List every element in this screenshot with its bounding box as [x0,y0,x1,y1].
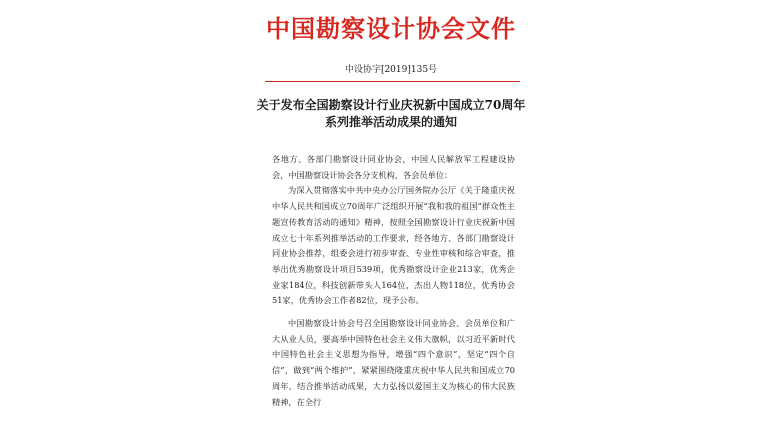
title-line-1: 关于发布全国勘察设计行业庆祝新中国成立70周年 [256,98,526,112]
header-divider [265,81,520,82]
title-line-2: 系列推举活动成果的通知 [324,115,457,129]
document-body [272,152,515,410]
document-title [0,97,782,131]
salutation: 各地方、各部门勘察设计同业协会，中国人民解放军工程建设协会，中国勘察设计协会各分支机构，各会员单位： [272,154,515,180]
document-header: 中国勘察设计协会文件 [266,14,516,43]
body-paragraph-2: 中国勘察设计协会号召全国勘察设计同业协会、会员单位和广大从业人员，要高举中国特色社会主义伟大旗帜，以习近平新时代中国特色社会主义思想为指导，增强“四个意识”，坚定“四个自信”，做到“两个维护”，紧紧围绕隆重庆祝中华人民共和国成立70周年，结合推举活动成果，大力弘扬以爱国主义为核心的伟大民族精神，在全行 [272,318,515,407]
document-number: 中设协字[2019]135号 [344,65,438,75]
body-paragraph-1: 为深入贯彻落实中共中央办公厅国务院办公厅《关于隆重庆祝中华人民共和国成立70周年广泛组织开展“我和我的祖国”群众性主题宣传教育活动的通知》精神，按照全国勘察设计行业庆祝新中国成立七十年系列推举活动的工作要求，经各地方、各部门勘察设计同业协会推荐，组委会进行初步审查、专业性审核和综合审查，推举出优秀勘察设计项目539项，优秀勘察设计企业213家，优秀企业家184位，科技创新带头人164位，杰出人物118位，优秀协会51家，优秀协会工作者82位，现予公布。 [272,185,515,306]
